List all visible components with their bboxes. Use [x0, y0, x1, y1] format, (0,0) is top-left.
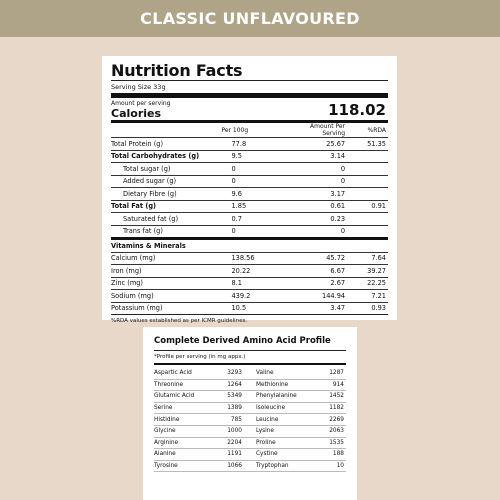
amino-value: 1389 — [212, 402, 256, 414]
nutrition-title: Nutrition Facts — [111, 61, 243, 80]
row-per-100g: 8.1 — [215, 277, 288, 290]
amino-name: Histidine — [154, 414, 212, 426]
row-rda — [367, 150, 388, 163]
row-label: Calcium (mg) — [111, 252, 215, 265]
amino-name: Valine — [256, 368, 314, 379]
amino-name: Threonine — [154, 379, 212, 391]
row-per-serving: 2.67 — [288, 277, 367, 290]
row-per-100g: 9.5 — [215, 150, 288, 163]
header-banner — [0, 0, 500, 37]
row-label: Added sugar (g) — [111, 175, 215, 188]
table-row — [111, 252, 388, 265]
row-rda — [367, 225, 388, 239]
row-per-100g: 9.6 — [215, 188, 288, 201]
banner-title: CLASSIC UNFLAVOURED — [140, 9, 360, 28]
table-header-row — [111, 123, 388, 138]
row-per-100g: 20.22 — [215, 265, 288, 278]
row-label: Total Protein (g) — [111, 138, 215, 151]
amino-name: Alanine — [154, 449, 212, 461]
amino-name: Glutamic Acid — [154, 391, 212, 403]
row-label: Dietary Fibre (g) — [111, 188, 215, 201]
row-rda — [367, 188, 388, 201]
row-per-100g: 77.8 — [215, 138, 288, 151]
amino-value: 914 — [314, 379, 346, 391]
row-rda: 22.25 — [367, 277, 388, 290]
row-label: Trans fat (g) — [111, 225, 215, 239]
amino-value: 1066 — [212, 460, 256, 472]
header-amount-per-serving: Amount Per Serving — [310, 123, 346, 137]
amino-name: Leucine — [256, 414, 314, 426]
amino-acid-panel — [143, 327, 357, 500]
table-row — [154, 437, 346, 449]
row-per-serving: 25.67 — [288, 138, 367, 151]
table-row — [111, 213, 388, 226]
table-row — [154, 368, 346, 379]
vitamins-minerals-heading: Vitamins & Minerals — [111, 239, 388, 253]
amino-name: Tryptophan — [256, 460, 314, 472]
table-row — [111, 290, 388, 303]
amino-table — [154, 368, 346, 472]
row-per-100g: 1.85 — [215, 200, 288, 213]
calories-row — [111, 98, 388, 120]
row-per-100g: 0 — [215, 225, 288, 239]
table-row — [111, 302, 388, 314]
row-label: Sodium (mg) — [111, 290, 215, 303]
row-per-serving: 0.23 — [288, 213, 367, 226]
table-row — [154, 379, 346, 391]
amino-value: 5349 — [212, 391, 256, 403]
row-rda: 51.35 — [367, 138, 388, 151]
amino-value: 3293 — [212, 368, 256, 379]
amino-value: 188 — [314, 449, 346, 461]
table-row — [111, 265, 388, 278]
table-row — [111, 138, 388, 151]
nutrition-table — [111, 123, 388, 314]
row-label: Zinc (mg) — [111, 277, 215, 290]
row-per-serving: 6.67 — [288, 265, 367, 278]
row-rda — [367, 213, 388, 226]
row-per-100g: 138.56 — [215, 252, 288, 265]
calories-label: Calories — [111, 107, 162, 120]
rda-footnote: %RDA values established as per ICMR guidelines. — [111, 314, 388, 324]
serving-size: Serving Size 33g — [111, 83, 166, 91]
row-label: Potassium (mg) — [111, 302, 215, 314]
row-rda: 39.27 — [367, 265, 388, 278]
row-label: Iron (mg) — [111, 265, 215, 278]
row-per-serving: 0 — [288, 225, 367, 239]
amino-name: Phenylalanine — [256, 391, 314, 403]
nutrition-facts-panel — [102, 56, 397, 324]
row-rda: 7.64 — [367, 252, 388, 265]
table-row — [111, 150, 388, 163]
row-label: Total sugar (g) — [111, 163, 215, 176]
table-row — [154, 414, 346, 426]
amino-name: Tyrosine — [154, 460, 212, 472]
amino-value: 1182 — [314, 402, 346, 414]
table-row — [154, 425, 346, 437]
amino-note: *Profile per serving (in mg appx.) — [154, 350, 346, 365]
row-per-serving: 45.72 — [288, 252, 367, 265]
amino-name: Methionine — [256, 379, 314, 391]
table-row — [111, 188, 388, 201]
amino-name: Serine — [154, 402, 212, 414]
header-per-100g: Per 100g — [221, 126, 249, 134]
amino-value: 1191 — [212, 449, 256, 461]
row-rda: 7.21 — [367, 290, 388, 303]
amino-name: Glycine — [154, 425, 212, 437]
row-per-serving: 3.17 — [288, 188, 367, 201]
row-label: Saturated fat (g) — [111, 213, 215, 226]
amino-value: 10 — [314, 460, 346, 472]
row-per-100g: 0 — [215, 163, 288, 176]
table-row — [154, 391, 346, 403]
table-row — [111, 277, 388, 290]
amino-value: 2269 — [314, 414, 346, 426]
row-label: Total Carbohydrates (g) — [111, 150, 215, 163]
table-row — [154, 460, 346, 472]
amino-name: Arginine — [154, 437, 212, 449]
calories-value: 118.02 — [328, 101, 386, 119]
amino-name: Isoleucine — [256, 402, 314, 414]
row-per-100g: 0 — [215, 175, 288, 188]
amino-value: 1287 — [314, 368, 346, 379]
amino-value: 2063 — [314, 425, 346, 437]
amino-name: Proline — [256, 437, 314, 449]
row-per-serving: 144.94 — [288, 290, 367, 303]
table-row — [111, 175, 388, 188]
row-per-serving: 3.14 — [288, 150, 367, 163]
amount-per-serving-label: Amount per serving — [111, 100, 171, 107]
table-row — [111, 163, 388, 176]
amino-value: 1000 — [212, 425, 256, 437]
amino-title: Complete Derived Amino Acid Profile — [154, 336, 331, 346]
amino-value: 1452 — [314, 391, 346, 403]
row-per-100g: 0.7 — [215, 213, 288, 226]
amino-value: 2204 — [212, 437, 256, 449]
amino-name: Aspartic Acid — [154, 368, 212, 379]
amino-value: 1535 — [314, 437, 346, 449]
row-per-100g: 10.5 — [215, 302, 288, 314]
row-label: Total Fat (g) — [111, 200, 215, 213]
row-per-serving: 0 — [288, 175, 367, 188]
amino-value: 1264 — [212, 379, 256, 391]
row-per-serving: 0 — [288, 163, 367, 176]
vitamins-minerals-heading-row — [111, 239, 388, 253]
row-rda — [367, 163, 388, 176]
header-rda: %RDA — [367, 126, 386, 134]
amino-name: Lysine — [256, 425, 314, 437]
row-rda — [367, 175, 388, 188]
row-per-serving: 0.61 — [288, 200, 367, 213]
row-rda: 0.91 — [367, 200, 388, 213]
table-row — [154, 449, 346, 461]
row-rda: 0.93 — [367, 302, 388, 314]
table-row — [154, 402, 346, 414]
table-row — [111, 200, 388, 213]
amino-value: 785 — [212, 414, 256, 426]
amino-name: Cystine — [256, 449, 314, 461]
row-per-serving: 3.47 — [288, 302, 367, 314]
table-row — [111, 225, 388, 239]
row-per-100g: 439.2 — [215, 290, 288, 303]
